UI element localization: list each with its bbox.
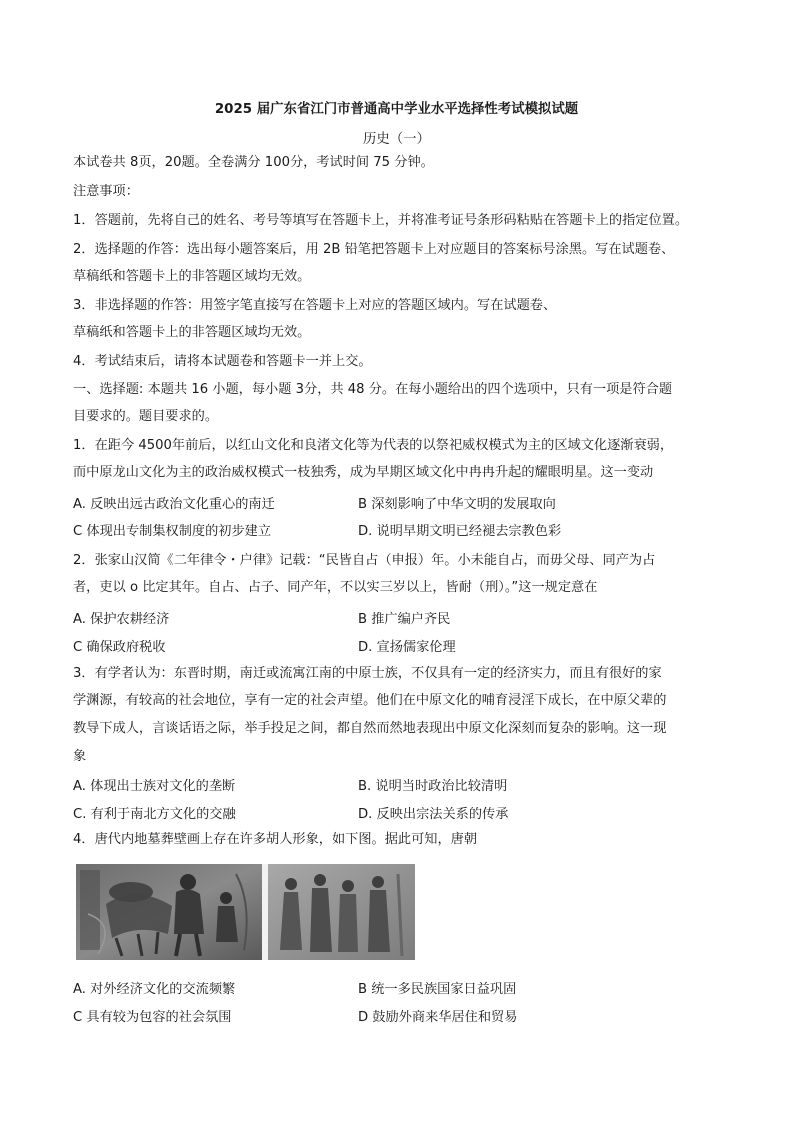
question-3-stem: 3．有学者认为：东晋时期，南迁或流寓江南的中原士族，不仅具有一定的经济实力，而且有很好的家 xyxy=(73,666,662,681)
section-heading: 一、选择题: 本题共 16 小题，每小题 3分，共 48 分。在每小题给出的四个选项中，只有一项是符合题 xyxy=(73,382,673,397)
notice-line: 2．选择题的作答：选出每小题答案后，用 2B 铅笔把答题卡上对应题目的答案标号涂黑。写在试题卷、 xyxy=(73,242,675,257)
question-4-option-b: B 统一多民族国家日益巩固 xyxy=(358,982,517,997)
notice-line: 4．考试结束后，请将本试题卷和答题卡一并上交。 xyxy=(73,354,372,369)
notice-line: 草稿纸和答题卡上的非答题区域均无效。 xyxy=(73,325,311,340)
notice-line: 1．答题前，先将自己的姓名、考号等填写在答题卡上，并将准考证号条形码粘贴在答题卡上的指定位置。 xyxy=(73,213,689,228)
question-2-option-d: D. 宣扬儒家伦理 xyxy=(358,640,456,655)
tomb-mural-photo xyxy=(76,864,415,960)
notice-heading: 注意事项： xyxy=(73,184,139,199)
question-1-option-b: B 深刻影响了中华文明的发展取向 xyxy=(358,497,556,512)
question-3-option-c: C. 有利于南北方文化的交融 xyxy=(73,807,236,822)
question-4-stem: 4．唐代内地墓葬壁画上存在许多胡人形象，如下图。据此可知，唐朝 xyxy=(73,832,478,847)
question-2-option-a: A. 保护农耕经济 xyxy=(73,612,170,627)
exam-intro: 本试卷共 8页，20题。全卷满分 100分，考试时间 75 分钟。 xyxy=(73,155,434,170)
question-3-option-a: A. 体现出士族对文化的垄断 xyxy=(73,779,236,794)
question-2-option-c: C 确保政府税收 xyxy=(73,640,166,655)
question-2-stem: 2．张家山汉简《二年律令・户律》记载：“民皆自占（申报）年。小未能自占，而毋父母、同产为占 xyxy=(73,553,656,568)
section-heading: 目要求的。题目要求的。 xyxy=(73,409,219,424)
notice-line: 3．非选择题的作答：用签字笔直接写在答题卡上对应的答题区域内。写在试题卷、 xyxy=(73,298,557,313)
question-2-stem: 者，吏以 o 比定其年。自占、占子、同产年，不以实三岁以上，皆耐（刑）。”这一规定意在 xyxy=(73,580,598,595)
question-4-option-a: A. 对外经济文化的交流频繁 xyxy=(73,982,236,997)
notice-line: 草稿纸和答题卡上的非答题区域均无效。 xyxy=(73,269,311,284)
question-1-stem: 1．在距今 4500年前后，以红山文化和良渚文化等为代表的以祭祀威权模式为主的区域文化逐渐衰弱， xyxy=(73,438,674,453)
question-1-option-d: D. 说明早期文明已经褪去宗教色彩 xyxy=(358,524,562,539)
question-3-option-b: B. 说明当时政治比较清明 xyxy=(358,779,508,794)
question-4-option-d: D 鼓励外商来华居住和贸易 xyxy=(358,1010,518,1025)
question-4-option-c: C 具有较为包容的社会氛围 xyxy=(73,1010,232,1025)
question-1-option-c: C 体现出专制集权制度的初步建立 xyxy=(73,524,272,539)
question-3-option-d: D. 反映出宗法关系的传承 xyxy=(358,807,509,822)
question-1-option-a: A. 反映出远古政治文化重心的南迁 xyxy=(73,497,275,512)
exam-title: 2025 届广东省江门市普通高中学业水平选择性考试模拟试题 xyxy=(214,102,579,117)
question-3-stem: 象 xyxy=(73,749,87,764)
question-1-stem: 而中原龙山文化为主的政治威权模式一枝独秀，成为早期区域文化中冉冉升起的耀眼明星。这一变动 xyxy=(73,465,654,480)
question-3-stem: 学渊源，有较高的社会地位，享有一定的社会声望。他们在中原文化的哺育浸淫下成长，在中原父辈的 xyxy=(73,693,667,708)
exam-subtitle: 历史（一） xyxy=(363,132,430,147)
question-3-stem: 教导下成人，言谈话语之际，举手投足之间，都自然而然地表现出中原文化深刻而复杂的影响。这一现 xyxy=(73,721,667,736)
question-2-option-b: B 推广编户齐民 xyxy=(358,612,451,627)
